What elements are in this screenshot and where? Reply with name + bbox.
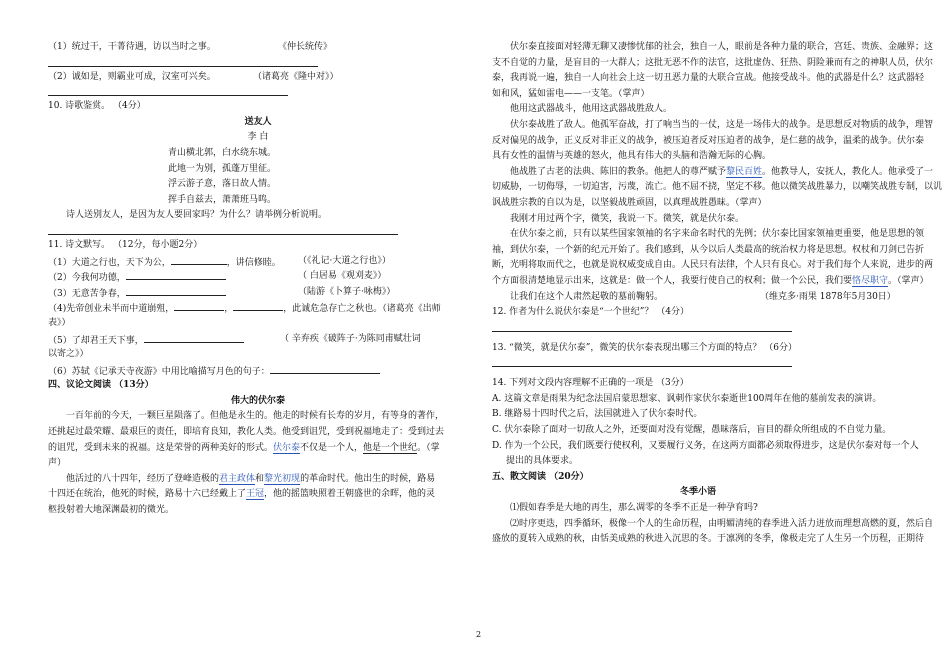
- option-b[interactable]: B. 继路易十四时代之后，法国就进入了伏尔泰时代。: [492, 409, 703, 420]
- paragraph-line: [48, 472, 468, 488]
- q11-4-text: （4)先帝创业未半而中道崩殂，: [48, 304, 175, 315]
- q13-heading: 13. “微笑，就是伏尔泰”，微笑的伏尔泰表现出哪三个方面的特点？ （6分）: [492, 342, 797, 353]
- paragraph-line: 柩投射着大地深渊最初的微光。: [48, 505, 175, 516]
- q10-heading: 10. 诗歌鉴赏。 （4分）: [48, 101, 146, 112]
- speech-attribution: （维克多·雨果 1878年5月30日）: [760, 291, 896, 302]
- answer-line[interactable]: [48, 224, 398, 238]
- option-c[interactable]: C. 伏尔泰除了面对一切敌人之外，还要面对没有觉醒，愚昧落后，盲目的群众所组成的不自觉力量。: [492, 425, 892, 436]
- q11-item-4-cont: 表》）: [48, 317, 71, 328]
- text-span: 不仅是一个人，: [300, 442, 364, 453]
- paragraph-line: 声）: [48, 458, 67, 469]
- text-span: 。（掌声）: [888, 275, 929, 286]
- q12-heading: 12. 作者为什么说伏尔泰是“一个世纪”？ （4分）: [492, 307, 689, 318]
- fill-blank[interactable]: [270, 363, 380, 374]
- paragraph-line: ⑴假如春季是大地的再生，那么凋零的冬季不正是一种孕育吗?: [510, 503, 758, 514]
- q11-item-2: [48, 269, 468, 285]
- q11-1-text-end: ，讲信修睦。: [226, 257, 281, 268]
- paragraph-line: 具有女性的温情与英雄的怒火，他具有伟大的头脑和浩瀚无际的心胸。: [492, 151, 772, 162]
- paragraph-line: ⑵时序更迭，四季循环，极像一个人的生命历程，由明媚清纯的春季进入活力迸放而理想高燃的夏，然后自: [510, 518, 934, 529]
- paragraph-line: 断，光明将取而代之，也就是说权威变成自由。人民只有法律，个人只有良心。对于我们每个人来说，进步的两: [492, 260, 934, 271]
- text-span: 十四还在统治，他死的时候，路易十六已经戴上了: [48, 489, 247, 500]
- q9-item-1-source: 《仲长统传》: [278, 42, 333, 52]
- paragraph-line: 讽战胜宗教的自以为是，以坚毅战胜顽固，以真理战胜愚昧。（掌声）: [492, 197, 767, 208]
- paragraph-line: 一百年前的今天，一颗巨星陨落了。但他是永生的。他走的时候有长寿的岁月，有等身的著作，: [66, 411, 445, 422]
- text-span: 的诅咒，受到未来的祝福。这是荣誉的两种美好的形式。: [48, 442, 274, 453]
- q10-question: 诗人送别友人，是因为友人要回家吗？为什么？请举例分析说明。: [66, 210, 328, 221]
- section-5-heading: 五、散文阅读 （20分）: [492, 471, 589, 482]
- q9-item-1: [48, 40, 468, 56]
- text-span: 他活过的八十四年，经历了登峰造极的: [66, 473, 220, 484]
- answer-line[interactable]: [48, 85, 288, 99]
- paragraph-line: 在伏尔泰之前，只有以某些国家领袖的名字来命名时代的先例；伏尔泰比国家领袖更重要，他是思想的领: [510, 229, 925, 240]
- q11-4-comma: ，: [224, 304, 234, 315]
- q11-item-3: [48, 285, 468, 301]
- underlined-phrase: 他是一个世纪: [363, 442, 418, 453]
- answer-line[interactable]: [492, 356, 792, 370]
- q11-5-text: （5）了却君王天下事，: [48, 335, 144, 346]
- dawn-link[interactable]: 黎光初现: [264, 473, 301, 484]
- commoners-link[interactable]: 黎民百姓: [726, 166, 763, 177]
- paragraph-line: 反对偏见的战争，正义反对非正义的战争，被压迫者反对压迫者的战争，是仁慈的战争，温柔的战争。伏尔泰: [492, 135, 925, 146]
- answer-line[interactable]: [48, 56, 318, 70]
- poem-line: 浮云游子意，落日故人情。: [168, 179, 277, 190]
- text-span: 。他教导人，安抚人，教化人。他承受了一: [762, 166, 934, 177]
- text-span: 他战胜了古老的法典、陈旧的教条。他把人的尊严赋予: [510, 166, 727, 177]
- paragraph-line: 伏尔泰战胜了敌人。他孤军奋战，打了响当当的一仗，这是一场伟大的战争。是思想反对物质的战争，理智: [510, 119, 934, 130]
- option-d-cont: 提出的具体要求。: [506, 456, 579, 467]
- q11-item-4: [48, 300, 468, 316]
- q9-item-2-text: （2）诚如是，则霸业可成，汉室可兴矣。: [48, 71, 216, 82]
- q11-item-6: [48, 363, 468, 379]
- q9-item-2: [48, 70, 468, 86]
- voltaire-link[interactable]: 伏尔泰: [273, 442, 301, 453]
- q11-3-source: （陆游《卜算子·咏梅》）: [298, 286, 396, 297]
- paragraph-line: 还挑起过最荣耀、最艰巨的责任，即培育良知，教化人类。他受到诅咒，受到祝福地走了：受到过去: [48, 427, 445, 438]
- poem-author: 李 白: [247, 132, 269, 143]
- option-d[interactable]: D. 作为一个公民，我们既要行使权利，又要履行义务，在这两方面都必须取得进步，这是伏尔泰对每一个人: [492, 440, 919, 451]
- q11-1-source: （《礼记·大道之行也》）: [298, 255, 391, 266]
- paragraph-line: [48, 441, 468, 457]
- text-span: 让我们在这个人肃然起敬的墓前鞠躬。: [510, 291, 664, 302]
- left-column: [48, 40, 468, 519]
- q11-heading: 11. 诗文默写。 （12分，每小题2分）: [48, 239, 203, 250]
- q11-6-text: （6）苏轼《记承天寺夜游》中用比喻描写月色的句子：: [48, 366, 270, 377]
- q11-5-source: （ 辛弃疾《破阵子·为陈同甫赋壮词: [280, 333, 421, 344]
- fill-blank[interactable]: [126, 269, 226, 280]
- option-a[interactable]: A. 这篇文章是雨果为纪念法国启蒙思想家、讽刺作家伏尔泰逝世100周年在他的墓前发表的演讲。: [492, 393, 882, 404]
- paragraph-line: 泰，我再说一遍，独自一人向社会上这一切丑恶力量的大联合宣战。他接受战斗。他的武器是什么？这武器轻: [492, 73, 925, 84]
- paragraph-line: [48, 487, 468, 503]
- paragraph-line: 如和风，猛如雷电——一支笔。（掌声）: [492, 88, 650, 99]
- section-4-heading: 四、议论文阅读 （13分）: [48, 380, 154, 391]
- text-span: 个方面很清楚地显示出来，这就是：做一个人，我要行使自己的权利；做一个公民，我们要: [492, 275, 853, 286]
- paragraph-line: 支不自觉的力量，是盲目的一大群人；这批无恶不作的法官，这批虚伪、狂热、阴险兼而有之的神职人员，伏尔: [492, 57, 934, 68]
- essay-title: 冬季小语: [679, 487, 716, 498]
- q9-item-2-source: （诸葛亮《隆中对》）: [253, 71, 339, 82]
- q11-3-text: （3）无意苦争春，: [48, 288, 126, 299]
- poem-title: 送友人: [244, 116, 272, 127]
- article-title: 伟大的伏尔泰: [230, 395, 285, 406]
- text-span: 和: [255, 473, 265, 484]
- monarchy-link[interactable]: 君主政体: [219, 473, 256, 484]
- crown-link[interactable]: 王冠: [246, 489, 265, 500]
- poem-line: 挥手自兹去，萧萧班马鸣。: [168, 194, 277, 205]
- text-span: 的革命时代。他出生的时候，路易: [300, 473, 436, 484]
- poem-line: 青山横北郭，白水绕东城。: [168, 147, 277, 158]
- poem-line: 此地一为别，孤蓬万里征。: [168, 163, 277, 174]
- fill-blank[interactable]: [233, 300, 283, 311]
- q11-1-text: （1）大道之行也，天下为公，: [48, 257, 171, 268]
- fill-blank[interactable]: [144, 332, 244, 343]
- paragraph-line: 他用这武器战斗，他用这武器战胜敌人。: [510, 104, 673, 115]
- paragraph-line: 我刚才用过两个字，微笑，我说一下。微笑，就是伏尔泰。: [510, 213, 745, 224]
- fill-blank[interactable]: [126, 285, 226, 296]
- answer-line[interactable]: [492, 321, 792, 335]
- q11-4-text-end: ，此诚危急存亡之秋也。（诸葛亮《出师: [283, 304, 441, 315]
- paragraph-line: 袖，到伏尔泰，一个新的纪元开始了。我们感到，从今以后人类最高的统治权力将是思想。权杖和刀剑已告折: [492, 244, 925, 255]
- paragraph-line: 伏尔泰直接面对轻薄无聊又凄惨忧郁的社会，独自一人，眼前是各种力量的联合，宫廷、贵族、金融界；这: [510, 42, 934, 52]
- q11-item-5: [48, 332, 468, 348]
- fill-blank[interactable]: [171, 254, 227, 265]
- q14-heading: 14. 下列对文段内容理解不正确的一项是 （3分）: [492, 378, 689, 389]
- paragraph-line: [492, 274, 929, 290]
- paragraph-line: [492, 165, 934, 181]
- page-number: 2: [476, 630, 482, 639]
- duty-link[interactable]: 恪尽职守: [852, 275, 889, 286]
- q11-item-1: [48, 254, 468, 270]
- q11-item-5-cont: 以寄之》）: [48, 349, 89, 360]
- text-span: 。（掌: [417, 442, 440, 453]
- text-span: ，他的摇篮映照着王朝盛世的余晖，他的灵: [264, 489, 436, 500]
- q11-2-source: （ 白居易《观刈麦》）: [298, 271, 387, 282]
- right-column: [492, 40, 943, 548]
- paragraph-line: [492, 290, 904, 306]
- paragraph-line: 盛放的夏转入成熟的秋，由恬美成熟的秋进入沉思的冬。于凛冽的冬季，像极走完了人生另一个历程，正期待: [492, 534, 925, 545]
- paragraph-line: 切威胁，一切侮辱，一切迫害，污蔑，流亡。他不屈不挠，坚定不移。他以微笑战胜暴力，以嘲笑战胜专制，以讥: [492, 182, 943, 193]
- q11-2-text: （2）今我何功德，: [48, 273, 126, 284]
- q9-item-1-text: （1）统过干，干菁待遇，访以当时之事。: [48, 42, 216, 52]
- fill-blank[interactable]: [174, 300, 224, 311]
